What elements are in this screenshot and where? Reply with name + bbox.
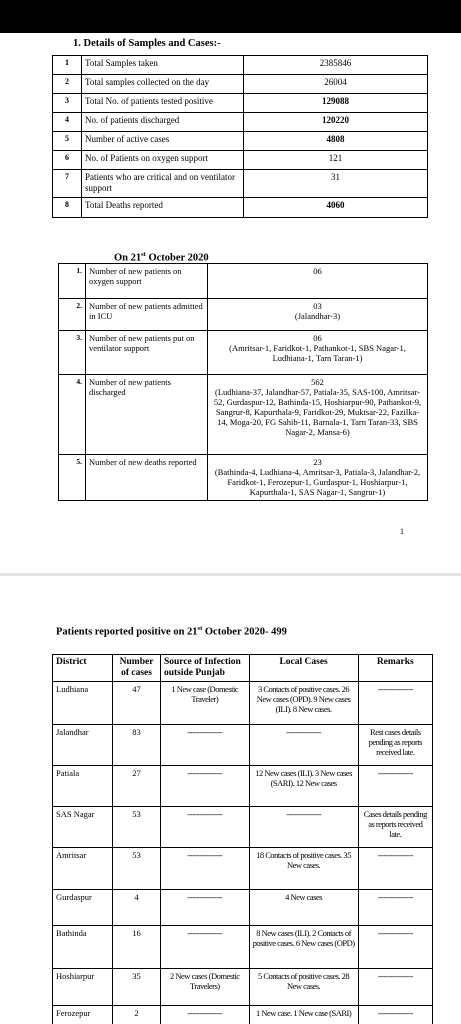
section2-heading-prefix: On 21	[114, 252, 142, 264]
row-number: 4	[53, 113, 82, 132]
row-value: 4808	[244, 132, 428, 151]
district-name: Bathinda	[53, 926, 113, 969]
header-number-of-cases: Number of cases	[113, 655, 161, 682]
number-of-cases: 4	[113, 890, 161, 926]
row-number: 1	[53, 56, 82, 75]
source-of-infection: 2 New cases (Domestic Travelers)	[160, 969, 249, 1006]
row-value: 121	[244, 151, 428, 170]
source-of-infection: ---------------	[160, 848, 249, 890]
source-of-infection: 1 New case (Domestic Traveler)	[160, 682, 249, 725]
source-of-infection: ---------------	[160, 890, 249, 926]
table-row	[53, 94, 428, 113]
row-value: 4060	[244, 198, 428, 218]
row-value-cell	[208, 455, 428, 501]
document-page-1	[0, 33, 461, 573]
header-source-of-infection: Source of Infection outside Punjab	[160, 655, 249, 682]
header-district: District	[53, 655, 113, 682]
row-value-cell	[208, 299, 428, 331]
table-row	[53, 766, 433, 807]
row-number: 7	[53, 170, 82, 198]
section3-heading-sup: st	[197, 625, 203, 632]
district-name: Ludhiana	[53, 682, 113, 725]
table-row	[53, 682, 433, 725]
row-value: 06	[313, 266, 322, 276]
local-cases: 8 New cases (ILI). 2 Contacts of positive cases. 6 New cases (OPD)	[249, 926, 358, 969]
source-of-infection: ---------------	[160, 926, 249, 969]
table-row	[53, 151, 428, 170]
section3-heading-prefix: Patients reported positive on 21	[56, 626, 198, 638]
table-row	[53, 198, 428, 218]
row-label: Total samples collected on the day	[82, 75, 244, 94]
source-of-infection: ---------------	[160, 766, 249, 807]
header-remarks: Remarks	[358, 655, 432, 682]
number-of-cases: 35	[113, 969, 161, 1006]
number-of-cases: 2	[113, 1006, 161, 1024]
row-value-cell	[208, 331, 428, 375]
row-value: 562	[311, 377, 324, 387]
district-name: Gurdaspur	[53, 890, 113, 926]
row-label: No. of patients discharged	[82, 113, 244, 132]
table-row	[53, 56, 428, 75]
document-page-2	[0, 576, 461, 1024]
local-cases: ---------------	[249, 807, 358, 848]
table-row	[53, 132, 428, 151]
row-number: 5	[53, 132, 82, 151]
row-label: Total Deaths reported	[82, 198, 244, 218]
table-row	[59, 455, 428, 501]
row-number: 3	[53, 94, 82, 113]
remarks: Cases details pending as reports received late.	[358, 807, 432, 848]
samples-cases-table	[52, 55, 428, 218]
row-number: 2.	[59, 299, 86, 331]
local-cases: 12 New cases (ILI). 3 New cases (SARI). 12 New cases	[249, 766, 358, 807]
row-label: Number of new patients discharged	[86, 375, 208, 455]
row-number: 1.	[59, 264, 86, 299]
header-local-cases: Local Cases	[249, 655, 358, 682]
section2-heading-suffix: October 2020	[145, 252, 209, 264]
table-row	[53, 807, 433, 848]
district-name: Jalandhar	[53, 725, 113, 766]
row-value: 2385846	[244, 56, 428, 75]
row-label: Patients who are critical and on ventilator support	[82, 170, 244, 198]
number-of-cases: 27	[113, 766, 161, 807]
row-label: Number of new deaths reported	[86, 455, 208, 501]
row-value: 26004	[244, 75, 428, 94]
source-of-infection: ---------------	[160, 1006, 249, 1024]
district-name: Patiala	[53, 766, 113, 807]
row-label: Total No. of patients tested positive	[82, 94, 244, 113]
remarks: ---------------	[358, 682, 432, 725]
district-name: Ferozepur	[53, 1006, 113, 1024]
local-cases: 18 Contacts of positive cases. 35 New cases.	[249, 848, 358, 890]
district-name: Hoshiarpur	[53, 969, 113, 1006]
number-of-cases: 83	[113, 725, 161, 766]
section2-heading-sup: st	[141, 251, 146, 258]
district-name: SAS Nagar	[53, 807, 113, 848]
number-of-cases: 16	[113, 926, 161, 969]
row-value-cell	[208, 375, 428, 455]
table-row	[53, 926, 433, 969]
table-row	[53, 848, 433, 890]
row-value: 120220	[244, 113, 428, 132]
row-value: 03	[313, 301, 322, 311]
table-row	[59, 264, 428, 299]
row-value: 06	[313, 333, 322, 343]
section2-heading	[114, 251, 209, 264]
daily-update-table	[58, 263, 428, 501]
table-row	[59, 299, 428, 331]
row-value: 23	[313, 457, 322, 467]
row-detail: (Amritsar-1, Faridkot-1, Pathankot-1, SBS Nagar-1, Ludhiana-1, Tarn Taran-1)	[229, 343, 406, 363]
remarks: ---------------	[358, 890, 432, 926]
section1-heading: 1. Details of Samples and Cases:-	[73, 38, 221, 49]
table-row	[53, 725, 433, 766]
district-name: Amritsar	[53, 848, 113, 890]
top-black-bar	[0, 0, 461, 33]
row-label: No. of Patients on oxygen support	[82, 151, 244, 170]
row-detail: (Ludhiana-37, Jalandhar-57, Patiala-35, SAS-100, Amritsar-52, Gurdaspur-12, Bathinda-15, Hoshiarpur-90, Pathankot-9, Sangrur-8, Kapurthala-9, Faridkot-29, Muktsar-22, Fazilka-14, Moga-20, FG Sahib-11, Barnala-1, Tarn Taran-33, SBS Nagar-2, Mansa-6)	[213, 387, 422, 437]
number-of-cases: 47	[113, 682, 161, 725]
number-of-cases: 53	[113, 807, 161, 848]
section3-heading-suffix: October 2020- 499	[202, 626, 287, 638]
section3-heading	[56, 625, 287, 638]
source-of-infection: ---------------	[160, 725, 249, 766]
remarks: Rest cases details pending as reports received late.	[358, 725, 432, 766]
table-row	[53, 890, 433, 926]
table-row	[53, 113, 428, 132]
row-value-cell	[208, 264, 428, 299]
row-value: 129088	[244, 94, 428, 113]
local-cases: 5 Contacts of positive cases. 28 New cases.	[249, 969, 358, 1006]
table-row	[53, 1006, 433, 1024]
local-cases: 3 Contacts of positive cases. 26 New cases (OPD). 9 New cases (ILI). 8 New cases.	[249, 682, 358, 725]
row-detail: (Jalandhar-3)	[294, 311, 341, 321]
remarks: ---------------	[358, 1006, 432, 1024]
district-cases-table	[52, 654, 433, 1024]
number-of-cases: 53	[113, 848, 161, 890]
row-number: 2	[53, 75, 82, 94]
local-cases: ---------------	[249, 725, 358, 766]
remarks: ---------------	[358, 848, 432, 890]
row-number: 6	[53, 151, 82, 170]
row-detail: (Bathinda-4, Ludhiana-4, Amritsar-3, Patiala-3, Jalandhar-2, Faridkot-1, Ferozepur-1, Gurdaspur-1, Hoshiarpur-1, Kapurthala-1, SAS Nagar-1, Sangrur-1)	[214, 467, 421, 497]
row-number: 5.	[59, 455, 86, 501]
row-number: 3.	[59, 331, 86, 375]
district-table-header-row	[53, 655, 433, 682]
source-of-infection: ---------------	[160, 807, 249, 848]
row-value: 31	[244, 170, 428, 198]
table-row	[59, 375, 428, 455]
page-number: 1	[400, 527, 404, 536]
remarks: ---------------	[358, 926, 432, 969]
row-label: Number of new patients on oxygen support	[86, 264, 208, 299]
row-label: Number of active cases	[82, 132, 244, 151]
remarks: ---------------	[358, 766, 432, 807]
local-cases: 4 New cases	[249, 890, 358, 926]
row-number: 8	[53, 198, 82, 218]
row-label: Number of new patients put on ventilator support	[86, 331, 208, 375]
table-row	[53, 969, 433, 1006]
row-label: Number of new patients admitted in ICU	[86, 299, 208, 331]
table-row	[59, 331, 428, 375]
remarks: ---------------	[358, 969, 432, 1006]
local-cases: 1 New case. 1 New case (SARI)	[249, 1006, 358, 1024]
table-row	[53, 170, 428, 198]
table-row	[53, 75, 428, 94]
row-number: 4.	[59, 375, 86, 455]
row-label: Total Samples taken	[82, 56, 244, 75]
